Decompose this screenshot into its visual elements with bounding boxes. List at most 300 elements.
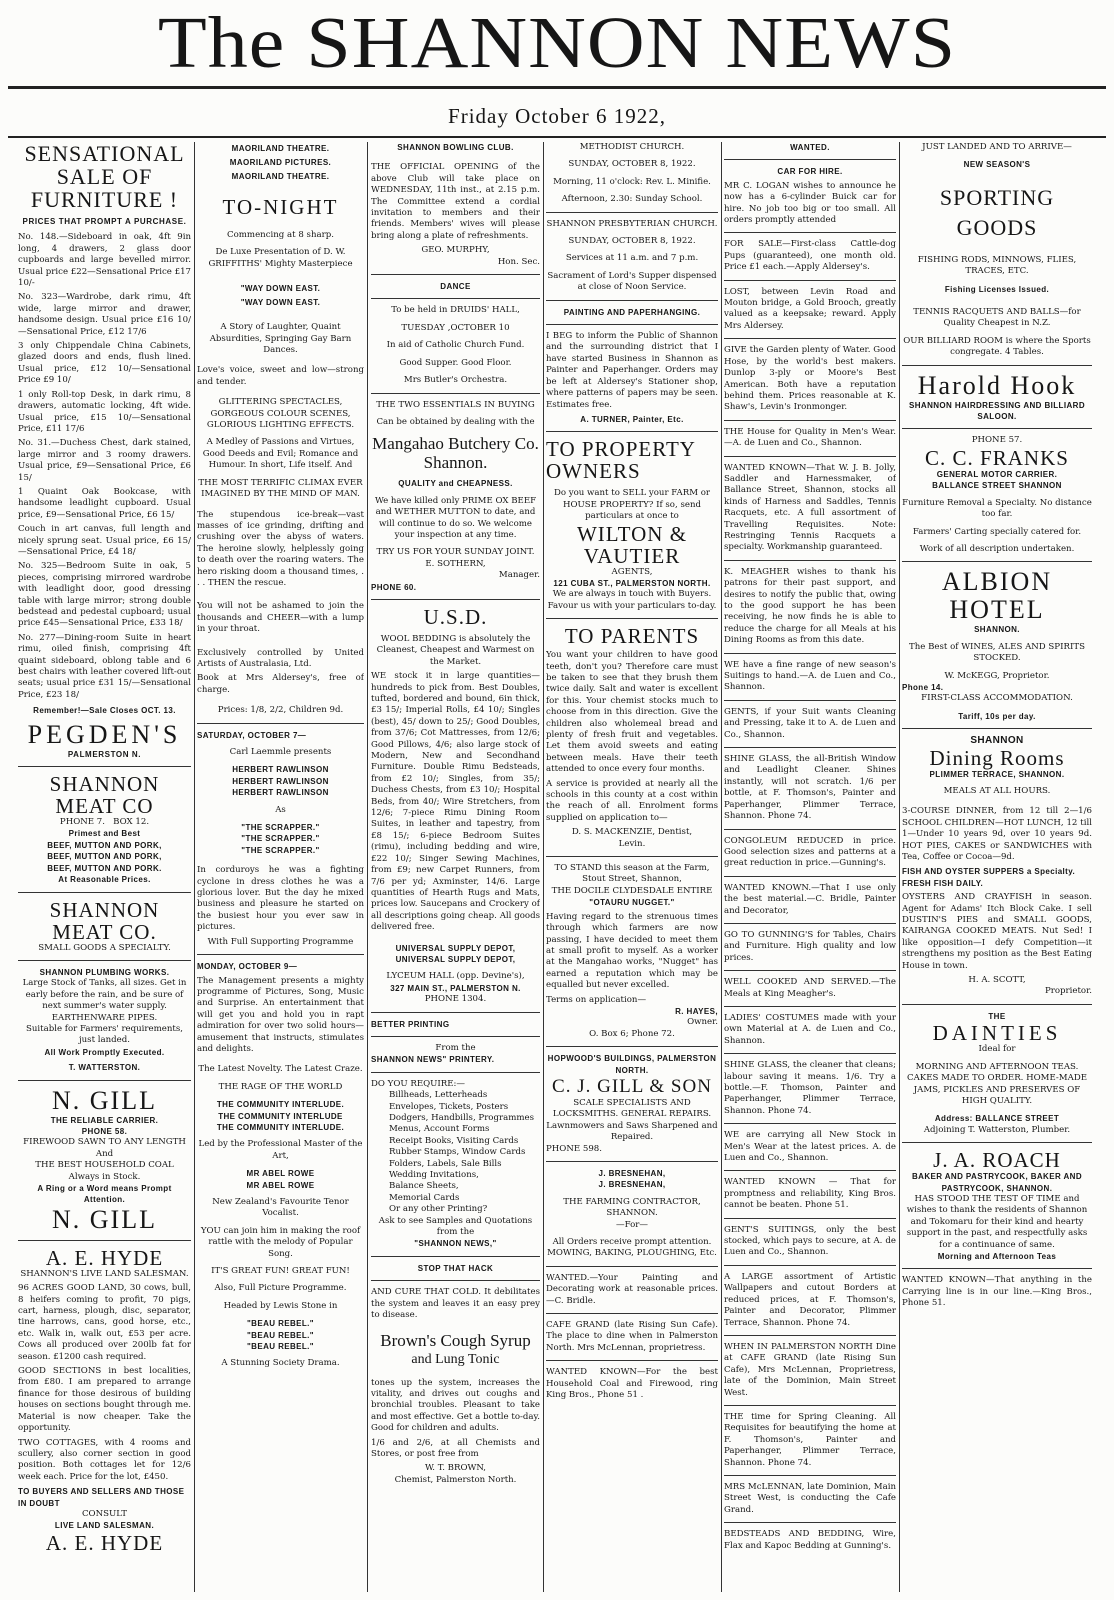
list-item: No. 148.—Sideboard in oak, 4ft 9in long, 4 drawers, 2 glass door cupboards and large bevelled mirror. Usual price £22—Sensational Price £17 10/-: [18, 232, 191, 289]
bresnehan-body: All Orders receive prompt attention. MOWING, BAKING, PLOUGHING, Etc.: [547, 1237, 717, 1259]
butchery-manager: E. SOTHERN,: [425, 558, 486, 569]
butchery-essentials: THE TWO ESSENTIALS IN BUYING: [376, 399, 535, 410]
dainties-teas: MORNING AND AFTERNOON TEAS. CAKES MADE TO ORDER. HOME-MADE JAMS, PICKLES AND PRESERVES OF HIGH QUALITY.: [907, 1061, 1087, 1106]
albion-mckegg: W. McKEGG, Proprietor.: [944, 670, 1050, 681]
classified-ad: GENT'S SUITINGS, only the best stocked, which pays to secure, at A. de Luen and Co., Shannon.: [724, 1224, 896, 1258]
stallion-body: TO STAND this season at the Farm, Stout Street, Shannon,: [554, 863, 710, 885]
classified-ad: GIVE the Garden plenty of Water. Good Hose, by the world's best makers. Dunlop 3-ply or Moore's Best American. Both have a reputation behind them. Prices reasonable at K. Shaw's, Levin's Ironmonger.: [724, 345, 896, 413]
column-divider: [543, 142, 544, 1592]
billiard: OUR BILLIARD ROOM is where the Sports congregate. 4 Tables.: [903, 335, 1091, 358]
column-divider: [367, 142, 368, 1592]
list-item: Envelopes, Tickets, Posters: [389, 1101, 509, 1112]
classified-ad: K. MEAGHER wishes to thank his patrons for their past support, and desires to notify the public that, owing to the good support he has been receiving, he now finds he is able to reduce the charge for all Meals at his Dining Rooms as from this date.: [724, 566, 896, 646]
classified-ad: WE have a fine range of new season's Suitings to hand.—A. de Luen and Co., Shannon.: [724, 659, 896, 693]
divider: [546, 300, 718, 301]
divider: [724, 159, 896, 160]
divider: [724, 1405, 896, 1406]
dining-oysters: OYSTERS AND CRAYFISH in season. Agent for Adams' Itch Block Cake. I sell DUSTIN'S PIES and SMALL GOODS, KAIRANGA COOKED MEATS. Nut Sed! I like opposition—I defy Competition—it strengthens my position as the Best Eating House in town.: [902, 892, 1092, 971]
wanted-coal: WANTED KNOWN—For the best Household Coal and Firewood, ring King Bros., Phone 51 .: [546, 1367, 718, 1401]
classified-ad: THE time for Spring Cleaning. All Requisites for beautifying the home at F. Thomson's, Painter and Paperhanger, Plimmer Terrace, Shannon. Phone 74.: [724, 1411, 896, 1468]
classified-ad: A LARGE assortment of Artistic Wallpapers and cutout Borders at reduced prices, at F. Thomson's, Painter and Decorator, Plimmer Terrace, Shannon. Phone 74.: [724, 1271, 896, 1328]
sale-closes: Remember!—Sale Closes OCT. 13.: [33, 706, 176, 716]
column-1: [18, 142, 191, 1592]
gill-name-2: N. GILL: [52, 1204, 157, 1234]
stallion-entire: THE DOCILE CLYDESDALE ENTIRE: [551, 885, 713, 896]
rebel: "BEAU REBEL.": [246, 1342, 314, 1352]
season: NEW SEASON'S: [963, 160, 1031, 170]
plumbing-body: Large Stock of Tanks, all sizes. Get in early before the rain, and be sure of next summer's water supply.: [22, 978, 187, 1012]
management: The Management presents a mighty programme of Pictures, Song, Music and Surprise. An entertainment that will get you and hold you in rapt admiration for over two solid hours—amusement that instructs, stimulates and delights.: [197, 975, 364, 1054]
divider: [371, 393, 540, 394]
rawlinson: HERBERT RAWLINSON: [232, 788, 329, 798]
list-item: Rubber Stamps, Window Cards: [389, 1147, 526, 1158]
headed: Headed by Lewis Stone in: [223, 1300, 338, 1311]
monday: MONDAY, OCTOBER 9—: [197, 962, 298, 972]
exclusive: Exclusively controlled by United Artists of Australasia, Ltd.: [197, 647, 364, 669]
divider: [724, 876, 896, 877]
printing-office: SHANNON NEWS" PRINTERY.: [371, 1055, 495, 1065]
rebel: "BEAU REBEL.": [246, 1330, 314, 1340]
dining-prop: Proprietor.: [1044, 986, 1092, 997]
hyde-sections: GOOD SECTIONS in best localities, from £80. I am prepared to arrange finance for those desirous of building houses on sections bought through me. Material is now cheaper. Take the opportunity.: [18, 1366, 191, 1434]
divider: [546, 1313, 718, 1314]
meat-line: BEEF, MUTTON AND PORK.: [47, 863, 162, 873]
divider: [18, 1080, 191, 1081]
gill-firewood: FIREWOOD SAWN TO ANY LENGTH: [23, 1137, 186, 1148]
divider: [371, 298, 540, 299]
divider: [197, 954, 364, 955]
column-divider: [721, 142, 722, 1592]
ashamed: You will not be ashamed to join the thousands and CHEER—with a lump in your throat.: [197, 601, 364, 635]
plumbing-farmers: Suitable for Farmers' requirements, just landed.: [25, 1023, 183, 1046]
parents-sig: D. S. MACKENZIE, Dentist,: [571, 827, 693, 838]
wanted-carrying: WANTED KNOWN—That anything in the Carrying line is in our line.—King Bros., Phone 51.: [902, 1275, 1092, 1309]
divider: [724, 1218, 896, 1219]
column-5: [724, 142, 896, 1592]
divider: [371, 1280, 540, 1281]
butchery-quality: QUALITY and CHEAPNESS.: [398, 479, 513, 489]
divider: [546, 431, 718, 432]
list-item: No. 31.—Duchess Chest, dark stained, large mirror and 3 roomy drawers. Usual price, £9—Sensational Price, £6 15/: [18, 438, 191, 483]
scrapper: "THE SCRAPPER.": [241, 823, 320, 833]
dateline: Friday October 6 1922,: [448, 104, 666, 128]
bresnehan-for: —For—: [616, 1219, 648, 1230]
hyde-live: LIVE LAND SALESMAN.: [54, 1521, 155, 1531]
theatre-line: MAORILAND THEATRE.: [231, 172, 330, 181]
presentation: De Luxe Presentation of D. W. GRIFFITHS' Mighty Masterpiece: [208, 247, 353, 269]
classified-ad: FOR SALE—First-class Cattle-dog Pups (guaranteed), one month old. Price £1 each.—Apply Aldersey's.: [724, 239, 896, 273]
join: YOU can join him in making the roof rattle with the melody of Popular Song.: [200, 1225, 361, 1259]
franks-work: Work of all description undertaken.: [919, 543, 1075, 554]
list-item: Balance Sheets,: [389, 1181, 459, 1192]
plumbing-title: SHANNON PLUMBING WORKS.: [39, 967, 170, 977]
led: Led by the Professional Master of the Art,: [198, 1139, 363, 1161]
hyde-sub: SHANNON'S LIVE LAND SALESMAN.: [20, 1268, 189, 1279]
tennis: TENNIS RACQUETS AND BALLS—for Quality Cheapest in N.Z.: [913, 307, 1081, 329]
classified-ad: CONGOLEUM REDUCED in price. Good selection sizes and patterns at a great reduction in price.—Gunning's.: [724, 835, 896, 869]
plumbing-owner: T. WATTERSTON.: [68, 1063, 141, 1073]
gill-ring: A Ring or a Word means Prompt Attention.: [37, 1184, 172, 1205]
gill-name: N. GILL: [52, 1085, 157, 1115]
list-item: Billheads, Letterheads: [389, 1090, 488, 1101]
usd-phone: PHONE 1304.: [424, 994, 487, 1005]
pegdens-place: PALMERSTON N.: [67, 749, 142, 759]
rawlinson: HERBERT RAWLINSON: [232, 765, 329, 775]
dateline-rule: [8, 136, 1106, 138]
sporting-goods: SPORTING GOODS: [939, 184, 1055, 240]
hyde-acres: 96 ACRES GOOD LAND, 30 cows, bull, 8 heifers coming to profit, 70 pigs, cart, harness, plough, disc, separator, tine harrows, cans, good horse, etc., etc. Walk in, walk out, £53 per acre. Cows all produced over 200lb fat for season. £1200 cash required.: [18, 1283, 191, 1362]
masthead-rule: [8, 86, 1106, 89]
hyde-consult: CONSULT: [81, 1508, 127, 1519]
divider: [371, 1072, 540, 1073]
dining-plimmer: PLIMMER TERRACE, SHANNON.: [929, 769, 1065, 779]
gillson-phone: PHONE 598.: [546, 1143, 602, 1154]
franks-name: C. C. FRANKS: [925, 445, 1069, 470]
rebel: "BEAU REBEL.": [246, 1319, 314, 1329]
hyde-buyers: TO BUYERS AND SELLERS AND THOSE IN DOUBT: [18, 1487, 185, 1508]
cafe-grand: CAFE GRAND (late Rising Sun Cafe). The place to dine when in Palmerston North. Mrs McLennan, proprietress.: [546, 1320, 718, 1353]
butchery-phone: PHONE 60.: [371, 582, 417, 592]
saturday: SATURDAY, OCTOBER 7—: [197, 730, 307, 740]
list-item: 1 only Roll-top Desk, in dark rimu, 8 drawers, automatic locking, 4ft wide. Usual price, £15 10/—Sensational Price, £11 17/6: [18, 389, 191, 434]
dance-held: To be held in DRUIDS' HALL,: [391, 305, 520, 316]
roach-stood: HAS STOOD THE TEST OF TIME and wishes to thank the residents of Shannon and Tokomaru for their kind and hearty support in the past, and respectfully asks for a continuance of same.: [906, 1193, 1088, 1250]
methodist-title: METHODIST CHURCH.: [579, 142, 685, 152]
franks-phone: PHONE 57.: [971, 435, 1023, 446]
divider: [902, 1004, 1092, 1005]
franks-carrier: GENERAL MOTOR CARRIER.: [936, 469, 1058, 479]
classified-ad: WANTED KNOWN — That for promptness and reliability, King Bros. cannot be beaten. Phone 51.: [724, 1177, 896, 1211]
list-item: Receipt Books, Visiting Cards: [389, 1135, 519, 1146]
masthead: [0, 0, 1114, 86]
divider: [18, 960, 191, 961]
divider: [724, 923, 896, 924]
usd-wool: WOOL BEDDING is absolutely the Cleanest, Cheapest and Warmest on the Market.: [376, 633, 535, 667]
divider: [724, 560, 896, 561]
list-item: 3 only Chippendale China Cabinets, glazed doors and ends, flush lined. Usual price, £12 10/—Sensational Price £9 10/: [18, 341, 191, 386]
printing-require: DO YOU REQUIRE:—: [371, 1078, 466, 1089]
dainties-adjoining: Adjoining T. Watterston, Plumber.: [923, 1124, 1071, 1135]
usd-depot: UNIVERSAL SUPPLY DEPOT,: [395, 954, 516, 964]
scrapper: "THE SCRAPPER.": [241, 834, 320, 844]
divider: [197, 723, 364, 724]
stallion-text: Having regard to the strenuous times through which farmers are now passing, I have decided to meet them at small profit to myself. As a worker at the Mangahao works, "Nugget" has earned a reputation which may be equalled but never excelled.: [546, 911, 718, 991]
pegdens-name: PEGDEN'S: [27, 719, 182, 749]
rowe: MR ABEL ROWE: [246, 1180, 315, 1190]
divider: [902, 1142, 1092, 1143]
usd-address: 327 MAIN ST., PALMERSTON N.: [390, 983, 521, 993]
divider: [371, 1012, 540, 1013]
cough-stop: STOP THAT HACK: [417, 1263, 494, 1273]
stallion-name: "OTAURU NUGGET.": [589, 898, 675, 908]
franks-furniture: Furniture Removal a Specialty. No distance too far.: [902, 497, 1092, 520]
list-item: Or any other Printing?: [389, 1204, 488, 1215]
bowling-title: SHANNON BOWLING CLUB.: [397, 143, 514, 152]
dining-top: SHANNON: [970, 735, 1024, 747]
meat-co-name-2: SHANNON MEAT CO.: [49, 897, 160, 944]
divider: [371, 599, 540, 600]
dance-orchestra: Mrs Butler's Orchestra.: [403, 375, 508, 386]
divider: [371, 1256, 540, 1257]
divider: [724, 747, 896, 748]
landed: JUST LANDED AND TO ARRIVE—: [922, 142, 1072, 152]
cough-body: tones up the system, increases the vitality, and drives out coughs and bronchial troubles. Pleasant to take and most effective. Get a bottle to-day. Good for children and adults.: [371, 1377, 540, 1434]
presbyterian-services: Services at 11 a.m. and 7 p.m.: [565, 253, 699, 264]
gill-stock: Always in Stock.: [68, 1171, 141, 1182]
divider: [724, 456, 896, 457]
divider: [724, 420, 896, 421]
dance-supper: Good Supper. Good Floor.: [399, 357, 512, 368]
divider: [546, 1266, 718, 1267]
divider: [546, 856, 718, 857]
meat-line: At Reasonable Prices.: [58, 875, 151, 885]
butchery-body: We have killed only PRIME OX BEEF and WETHER MUTTON to date, and will continue to do so. We welcome your inspection at any time.: [374, 495, 537, 540]
classified-ad: WHEN IN PALMERSTON NORTH Dine at CAFE GRAND (late Rising Sun Cafe), Mrs McLennan, Proprietress, late of the Dominion, Main Street West.: [724, 1341, 896, 1398]
methodist-morning: Morning, 11 o'clock: Rev. L. Minifie.: [553, 176, 711, 187]
divider: [724, 1006, 896, 1007]
list-item: Memorial Cards: [389, 1192, 460, 1203]
fun: IT'S GREAT FUN! GREAT FUN!: [211, 1266, 350, 1277]
stupendous: The stupendous ice-break—vast masses of ice grinding, drifting and crushing over the abyss of waters. The heroine slowly, helplessly going to death over the roaring waters. The hero risking doom a thousand times, . . . THEN the rescue.: [197, 509, 364, 588]
logan-ad: MR C. LOGAN wishes to announce he now has a 6-cylinder Buick car for hire. No job too big or too small. All orders promptly attended: [724, 180, 896, 226]
divider: [546, 212, 718, 213]
property-firm: WILTON & VAUTIER: [576, 521, 688, 568]
gill-sub: THE RELIABLE CARRIER.: [50, 1115, 159, 1125]
divider: [902, 561, 1092, 562]
climax: THE MOST TERRIFIC CLIMAX EVER IMAGINED BY THE MIND OF MAN.: [198, 477, 363, 500]
tenor: New Zealand's Favourite Tenor Vocalist.: [212, 1197, 349, 1219]
presbyterian-title: SHANNON PRESBYTERIAN CHURCH.: [546, 218, 718, 229]
divider: [546, 618, 718, 619]
list-item: No. 277—Dining-room Suite in heart rimu, oiled finish, comprising 4ft quaint sideboard, oblong table and 6 best chairs with leather covered lift-out seats; usual price £31 15/—Sensational Price, £23 18/: [18, 632, 191, 700]
glittering: GLITTERING SPECTACLES, GORGEOUS COLOUR SCENES, GLORIOUS LIGHTING EFFECTS.: [206, 397, 355, 431]
divider: [902, 728, 1092, 729]
medley: A Medley of Passions and Virtues, Good Deeds and Evil; Romance and Humour. In short, Life itself. And: [202, 437, 359, 471]
dance-date: TUESDAY ,OCTOBER 10: [401, 322, 510, 333]
column-6: [902, 142, 1092, 1592]
dining-rooms: Dining Rooms: [929, 745, 1065, 770]
hyde-name-2: A. E. HYDE: [45, 1530, 164, 1555]
parents-place: Levin.: [618, 838, 646, 849]
list-item: Menus, Account Forms: [389, 1124, 490, 1135]
parents-service: A service is provided at nearly all the schools in this county at a cost within the reach of all. Enrolment forms supplied on application to—: [546, 778, 718, 823]
roach-baker: BAKER AND PASTRYCOOK, BAKER AND PASTRYCOOK, SHANNON.: [911, 1172, 1083, 1193]
classified-ad: SHINE GLASS, the cleaner that cleans; labour saving it means. 1/6. Try a bottle.—F. Thomson, Painter and Paperhanger, Plimmer Terrace, Shannon. Phone 74.: [724, 1060, 896, 1116]
meat-co-specialty: SMALL GOODS A SPECIALTY.: [38, 942, 171, 953]
furniture-sub: PRICES THAT PROMPT A PURCHASE.: [22, 217, 187, 226]
divider: [18, 892, 191, 893]
divider: [902, 365, 1092, 366]
divider: [724, 653, 896, 654]
classified-ad: LOST, between Levin Road and Mouton bridge, a Gold Brooch, greatly valued as a keepsake; reward. Apply Mrs Aldersey.: [724, 286, 896, 331]
cough-tonic: and Lung Tonic: [411, 1351, 500, 1367]
dance-aid: In aid of Catholic Church Fund.: [386, 340, 525, 351]
divider: [546, 324, 718, 325]
parents-title: TO PARENTS: [564, 624, 700, 649]
list-item: No. 323—Wardrobe, dark rimu, 4ft wide, large mirror and drawer, handsome design. Usual price £16 10/—Sensational Price, £12 17/6: [18, 292, 191, 337]
newspaper-title: The SHANNON NEWS: [157, 2, 957, 84]
classified-ad: THE House for Quality in Men's Wear.—A. de Luen and Co., Shannon.: [724, 426, 896, 449]
hook-saloon: SHANNON HAIRDRESSING AND BILLIARD SALOON.: [908, 400, 1086, 422]
printing-ask: Ask to see Samples and Quotations from the: [378, 1215, 533, 1238]
divider: [724, 280, 896, 281]
car-heading: CAR FOR HIRE.: [777, 167, 843, 177]
cough-cure: AND CURE THAT COLD. It debilitates the system and leaves it an easy prey to disease.: [371, 1287, 540, 1321]
printing-list: [371, 1090, 540, 1215]
column-divider: [194, 142, 195, 1592]
film-title: "WAY DOWN EAST.: [240, 298, 321, 308]
gillson-spec: SCALE SPECIALISTS AND LOCKSMITHS. GENERAL REPAIRS.: [552, 1097, 712, 1120]
usd-lyceum: LYCEUM HALL (opp. Devine's),: [386, 971, 525, 982]
bresnehan-title: THE FARMING CONTRACTOR, SHANNON.: [563, 1196, 701, 1219]
scrapper: "THE SCRAPPER.": [241, 845, 320, 855]
methodist-date: SUNDAY, OCTOBER 8, 1922.: [568, 159, 696, 170]
plumbing-pipes: EARTHENWARE PIPES.: [51, 1012, 158, 1023]
classified-ad: BEDSTEADS AND BEDDING, Wire, Flax and Kapoc Bedding at Gunning's.: [724, 1529, 896, 1551]
divider: [724, 1522, 896, 1523]
stallion-box: O. Box 6; Phone 72.: [589, 1028, 675, 1039]
column-4: [546, 142, 718, 1592]
dainties-ideal: Ideal for: [978, 1044, 1016, 1055]
bowling-sec: Hon. Sec.: [497, 256, 540, 267]
column-divider: [899, 142, 900, 1592]
interlude: THE COMMUNITY INTERLUDE.: [216, 1122, 345, 1132]
cough-maker: W. T. BROWN,: [424, 1463, 487, 1474]
property-address: 121 CUBA ST., PALMERSTON NORTH.: [553, 578, 711, 588]
cough-loc: Chemist, Palmerston North.: [394, 1474, 517, 1485]
butchery-joint: TRY US FOR YOUR SUNDAY JOINT.: [376, 547, 535, 558]
dining-fish: FISH AND OYSTER SUPPERS a Specialty. FRESH FISH DAILY.: [902, 867, 1076, 888]
bowling-sig: GEO. MURPHY,: [421, 245, 490, 256]
gill-and: And: [95, 1148, 114, 1159]
supporting: With Full Supporting Programme: [207, 936, 354, 947]
classified-ad: WELL COOKED AND SERVED.—The Meals at King Meagher's.: [724, 977, 896, 999]
albion-shannon: SHANNON.: [974, 625, 1020, 635]
licenses: Fishing Licenses Issued.: [944, 284, 1050, 294]
bowling-body: THE OFFICIAL OPENING of the above Club will take place on WEDNESDAY, 11th inst., at 2.15 p.m. The Committee extend a cordial invitation to members and their friends. Members' wives will please bring along a plate of refreshments.: [371, 162, 540, 241]
tonight-heading: TO-NIGHT: [222, 195, 339, 219]
meat-co-contact: [18, 817, 191, 828]
printing-news: "SHANNON NEWS,": [414, 1239, 497, 1249]
divider: [902, 1268, 1092, 1269]
divider: [724, 1475, 896, 1476]
divider: [724, 829, 896, 830]
book: Book at Mrs Aldersey's, free of charge.: [197, 673, 364, 695]
dining-dinner: 3-COURSE DINNER, from 12 till 2—1/6 SCHOOL CHILDREN—HOT LUNCH, 12 till 1—Under 10 years 9d, over 10 years 9d. HOT PIES, CAKES or SANDWICHES with Tea, Coffee or Cocoa—9d.: [902, 806, 1092, 862]
painting-title: PAINTING AND PAPERHANGING.: [563, 307, 701, 317]
divider: [724, 1265, 896, 1266]
usd-depot: UNIVERSAL SUPPLY DEPOT,: [395, 943, 516, 953]
presbyterian-date: SUNDAY, OCTOBER 8, 1922.: [568, 236, 696, 247]
hyde-cottages: TWO COTTAGES, with 4 rooms and scullery, also corner section in good position. Both cottages let for 12/6 week each. Price for the lot, £450.: [18, 1437, 191, 1482]
albion-phone: Phone 14.: [902, 682, 944, 692]
theatre-line: MAORILAND THEATRE.: [231, 144, 330, 153]
bresnehan-name: J. BRESNEHAN,: [598, 1169, 666, 1178]
rage: THE RAGE OF THE WORLD: [218, 1081, 343, 1092]
furniture-item-list: [18, 232, 191, 701]
divider: [546, 1360, 718, 1361]
stallion-sig: R. HAYES,: [675, 1006, 718, 1016]
also: Also, Full Picture Programme.: [214, 1283, 347, 1294]
butchery-mgr: Manager.: [498, 570, 540, 581]
divider: [546, 1046, 718, 1047]
classified-ad: WE are carrying all New Stock in Men's Wear at the latest prices. A. de Luen and Co., Shannon.: [724, 1130, 896, 1164]
wanted-heading: WANTED.: [790, 143, 830, 152]
meat-co-box: BOX 12.: [113, 817, 150, 828]
divider: [724, 1335, 896, 1336]
divider: [724, 1123, 896, 1124]
as: As: [275, 804, 286, 815]
divider: [546, 1161, 718, 1162]
theatre-line: MAORILAND PICTURES.: [229, 158, 332, 167]
gillson-buildings: HOPWOOD'S BUILDINGS, PALMERSTON NORTH.: [547, 1054, 717, 1075]
classified-ad: MRS McLENNAN, late Dominion, Main Street West, is conducting the Cafe Grand.: [724, 1481, 896, 1515]
gill-coal: THE BEST HOUSEHOLD COAL: [35, 1160, 174, 1171]
fishing: FISHING RODS, MINNOWS, FLIES, TRACES, ETC.: [917, 254, 1077, 277]
dainties-name: DAINTIES: [932, 1021, 1062, 1046]
dainties-the: THE: [988, 1011, 1006, 1021]
painting-sig: A. TURNER, Painter, Etc.: [580, 414, 684, 424]
list-item: Dodgers, Handbills, Programmes: [389, 1113, 534, 1123]
list-item: Couch in art canvas, full length and nicely sprung seat. Usual price, £6 15/—Sensational Price, £4 18/: [18, 524, 191, 557]
roach-name: J. A. ROACH: [933, 1148, 1061, 1173]
commencing: Commencing at 8 sharp.: [227, 230, 334, 240]
butchery-name: Mangahao Butchery Co. Shannon.: [372, 434, 539, 473]
albion-tariff: Tariff, 10s per day.: [958, 711, 1036, 721]
methodist-afternoon: Afternoon, 2.30: Sunday School.: [561, 194, 703, 205]
stallion-owner: Owner.: [687, 1017, 718, 1028]
meat-co-name: SHANNON MEAT CO: [49, 772, 160, 819]
presbyterian-sacrament: Sacrament of Lord's Supper dispensed at close of Noon Service.: [547, 270, 717, 293]
property-q: Do you want to SELL your FARM or HOUSE PROPERTY? If so, send particulars at once to: [553, 488, 711, 522]
classified-ad: GENTS, if your Suit wants Cleaning and Pressing, take it to A. de Luen and Co., Shannon.: [724, 706, 896, 740]
divider: [18, 1240, 191, 1241]
franks-carting: Farmers' Carting specially catered for.: [912, 526, 1082, 537]
hyde-name: A. E. HYDE: [45, 1245, 164, 1270]
harold-hook: Harold Hook: [917, 370, 1077, 400]
franks-ballance: BALLANCE STREET SHANNON: [932, 481, 1062, 491]
albion-hotel: ALBION HOTEL: [941, 567, 1053, 625]
printing-from: From the: [435, 1042, 476, 1053]
classified-ad: LADIES' COSTUMES made with your own Material at A. de Luen and Co., Shannon.: [724, 1012, 896, 1046]
rowe: MR ABEL ROWE: [246, 1169, 315, 1179]
albion-accommodation: FIRST-CLASS ACCOMMODATION.: [921, 693, 1073, 704]
bresnehan-name: J. BRESNEHAN,: [598, 1180, 666, 1190]
usd-stock: WE stock it in large quantities—hundreds to pick from. Best Doubles, tufted, bordered and bound, 6in thick, £3 15/; Imperial Rolls, £4 10/; Singles (best), 45/ down to 25/; Good Doubles, from 37/6; Cot Mattresses, from 12/6; Good Pillows, 4/6; also large stock of Modern, New and Secondhand Furniture. Double Rimu Bedsteads, from £2 10/; Singles, from 35/; Duchess Chests, from £3 10/; Hospital Beds, from 40/; Wire Stretchers, from 12/6; 7-piece Rimu Dining Room Suites, in leather and tapestry, from £8 15/; 6-piece Bedroom Suites (rimu), including bedding and wire, £22 10/; Singer Sewing Machines, from £9; new Carpet Runners, from 7/6 per yd; Axminster, 14/6. Large quantities of Hearth Rugs and Mats, prices low. Saucepans and Crockery of all descriptions going cheap. All goods delivered free.: [371, 671, 540, 933]
dining-scott: H. A. SCOTT,: [968, 975, 1026, 986]
roach-teas: Morning and Afternoon Teas: [937, 1251, 1057, 1261]
novelty: The Latest Novelty. The Latest Craze.: [198, 1064, 363, 1075]
divider: [371, 1036, 540, 1037]
wanted-painting: WANTED.—Your Painting and Decorating work at reasonable prices.—C. Bridle.: [546, 1272, 718, 1306]
divider: [724, 1053, 896, 1054]
love: Love's voice, sweet and low—strong and tender.: [197, 365, 364, 387]
painting-body: I BEG to inform the Public of Shannon and the surrounding district that I have started Business in Shannon as Painter and Paperhanger. Orders may be left at Aldersey's Stationer shop, where patterns of papers may be seen. Estimates free.: [546, 331, 718, 410]
plumbing-executed: All Work Promptly Executed.: [44, 1047, 165, 1057]
classified-ad: SHINE GLASS, the all-British Window and Leadlight Cleaner. Shines instantly, will not scratch. 1/6 per bottle, at F. Thomson's, Painter and Paperhanger, Plimmer Terrace, Shannon. Phone 74.: [724, 754, 896, 822]
parents-body: You want your children to have good teeth, don't you? Therefore care must be taken to see that they brush them twice daily. Salt and water is excellent for this. Your chemist stocks much to choose from in this direction. Give the children also wholemeal bread and plenty of fresh fruit and vegetables. Let them avoid sweets and eating between meals. Have their teeth attended to once every four months.: [546, 650, 718, 775]
usd-title: U.S.D.: [423, 604, 488, 629]
meat-line: BEEF, MUTTON AND PORK,: [47, 840, 162, 850]
gill-phone: PHONE 58.: [81, 1126, 128, 1136]
interlude: THE COMMUNITY INTERLUDE: [218, 1111, 343, 1121]
property-title: TO PROPERTY OWNERS: [546, 437, 696, 484]
list-item: Wedding Invitations,: [389, 1170, 479, 1181]
classified-ad: GO TO GUNNING'S for Tables, Chairs and Furniture. High quality and low prices.: [724, 929, 896, 963]
divider: [902, 428, 1092, 429]
furniture-headline: SENSATIONAL SALE OF FURNITURE !: [24, 142, 185, 212]
divider: [724, 970, 896, 971]
